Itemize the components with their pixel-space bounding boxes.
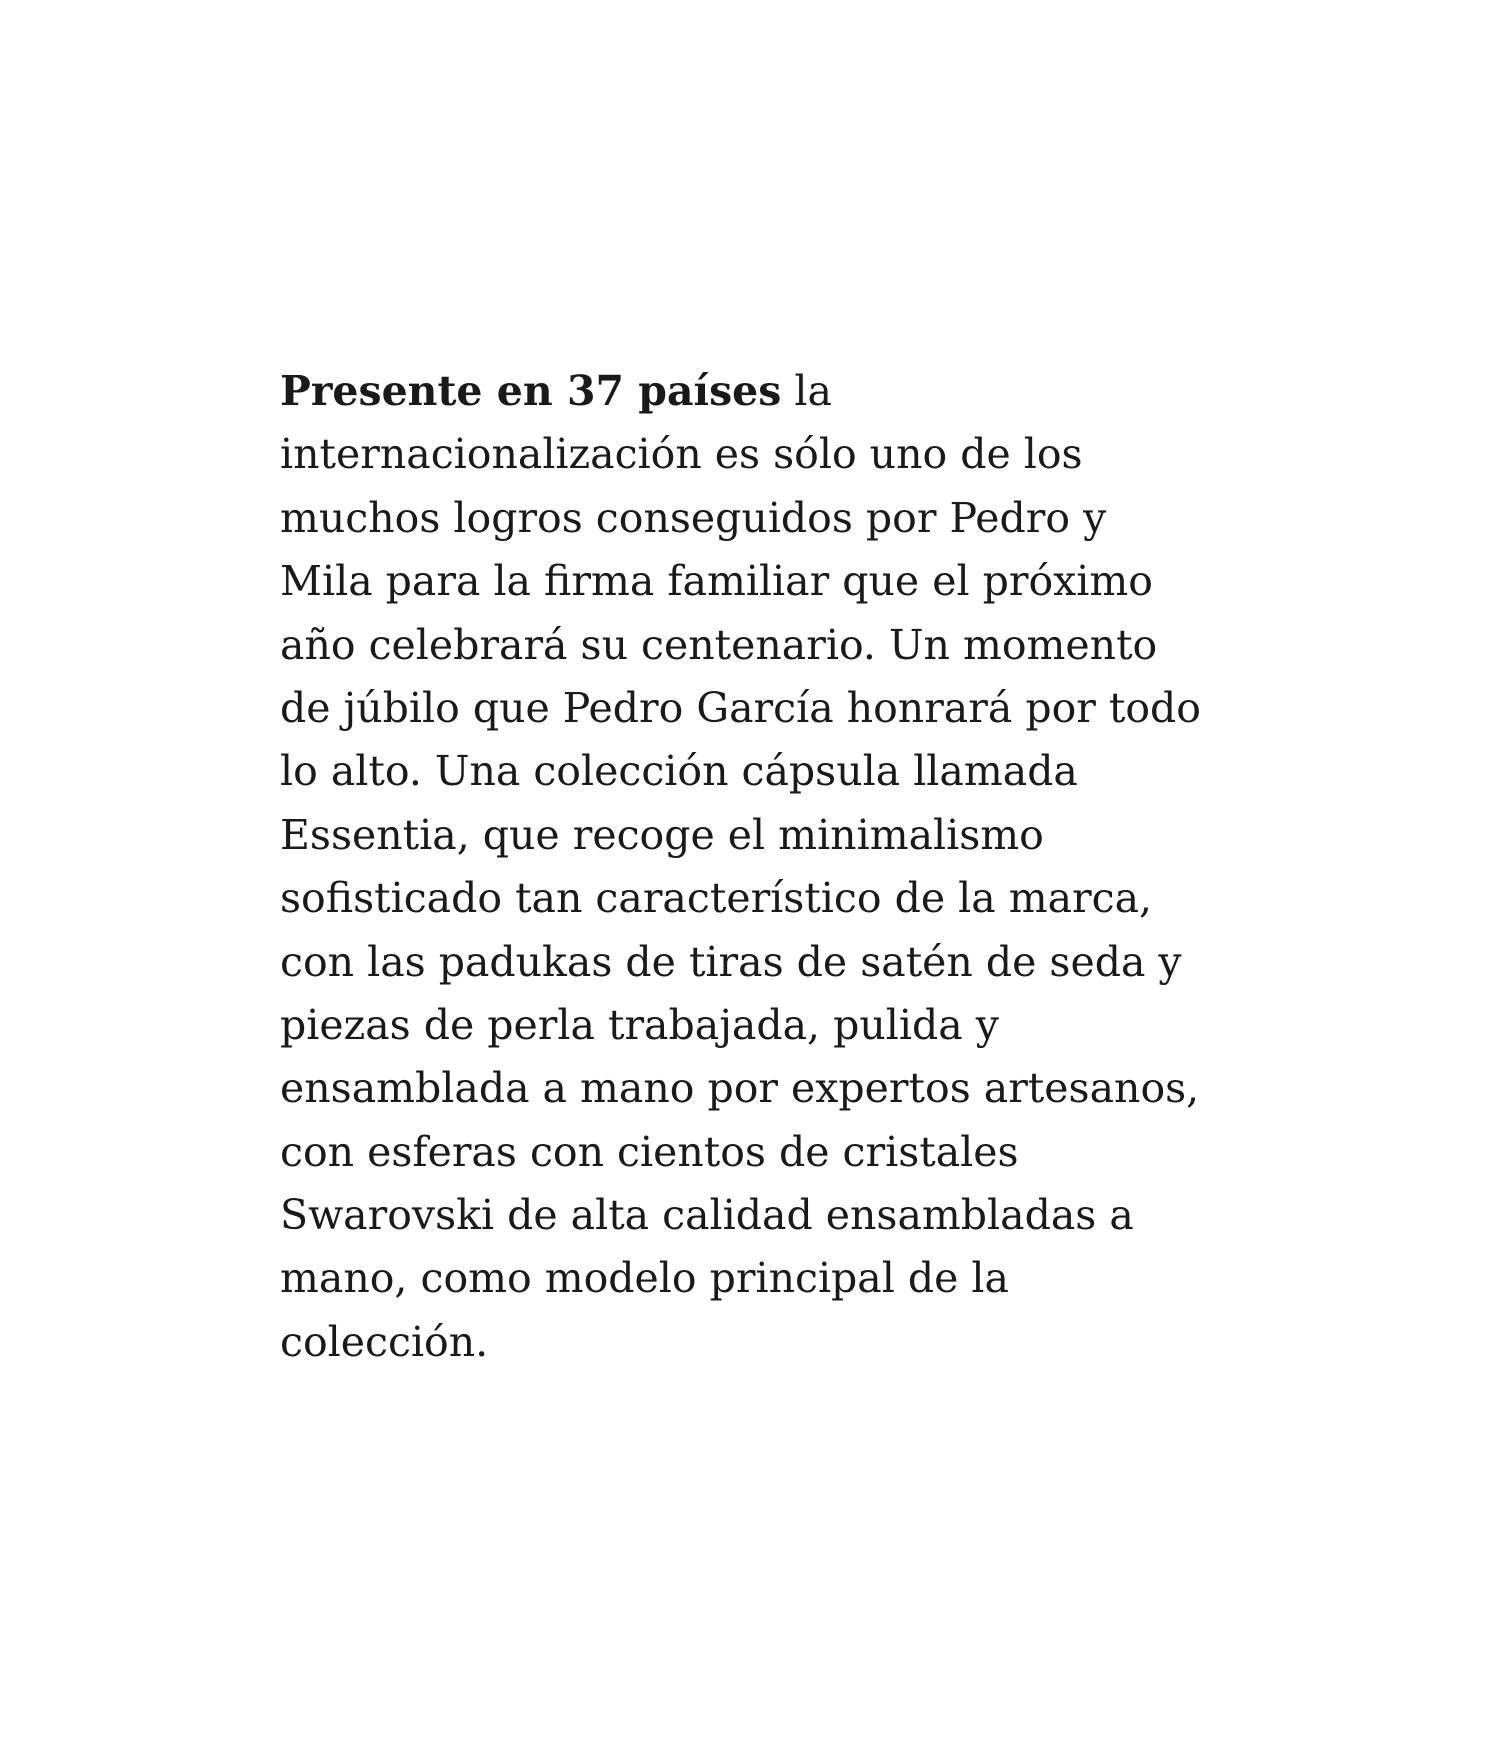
paragraph-line: muchos logros conseguidos por Pedro y bbox=[280, 493, 1107, 542]
paragraph-line: colección. bbox=[280, 1317, 489, 1366]
paragraph-line: Essentia, que recoge el minimalismo bbox=[280, 810, 1044, 859]
paragraph-line: Mila para la firma familiar que el próximo bbox=[280, 557, 1153, 606]
paragraph-line: piezas de perla trabajada, pulida y bbox=[280, 1000, 999, 1049]
paragraph-line: internacionalización es sólo uno de los bbox=[280, 430, 1083, 479]
paragraph-line: sofisticado tan característico de la marca, bbox=[280, 874, 1153, 923]
lead-rest-text: la bbox=[781, 367, 832, 415]
paragraph-line: año celebrará su centenario. Un momento bbox=[280, 620, 1158, 669]
paragraph-line: de júbilo que Pedro García honrará por todo bbox=[280, 683, 1201, 732]
paragraph-line: con las padukas de tiras de satén de seda y bbox=[280, 937, 1182, 986]
paragraph-line: con esferas con cientos de cristales bbox=[280, 1127, 1019, 1176]
paragraph-line: ensamblada a mano por expertos artesanos, bbox=[280, 1064, 1200, 1113]
paragraph-line: lo alto. Una colección cápsula llamada bbox=[280, 747, 1078, 796]
article-paragraph bbox=[280, 360, 1280, 1374]
lead-bold-text: Presente en 37 países bbox=[280, 367, 782, 415]
paragraph-line: Swarovski de alta calidad ensambladas a bbox=[280, 1191, 1134, 1240]
paragraph-line: mano, como modelo principal de la bbox=[280, 1254, 1009, 1303]
paragraph-line-1 bbox=[280, 360, 1280, 423]
